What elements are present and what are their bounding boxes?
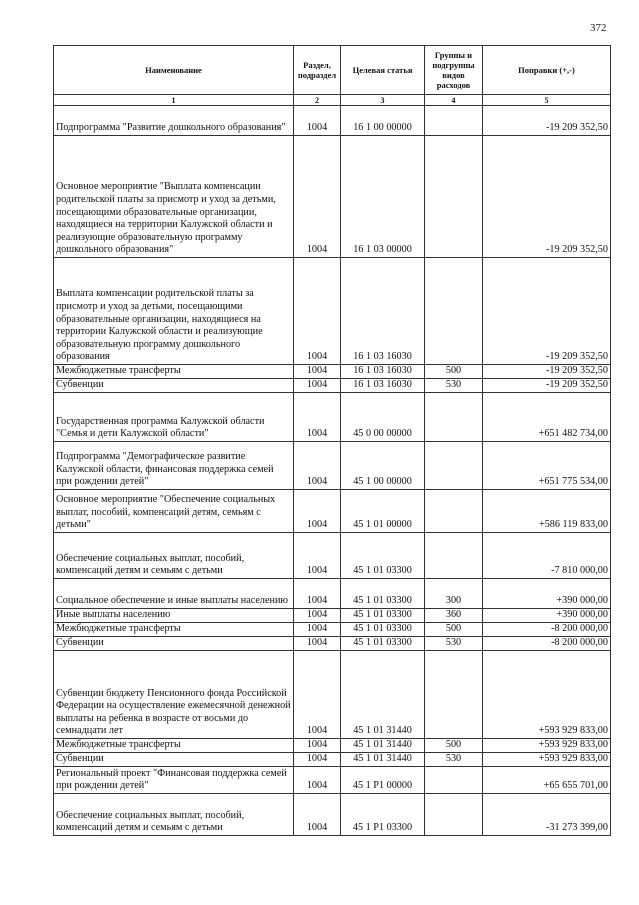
table-row [54, 533, 611, 579]
table-row [54, 767, 611, 794]
cell-target: 45 1 01 31440 [341, 651, 425, 739]
cell-amount: +390 000,00 [483, 609, 611, 623]
cell-section: 1004 [294, 136, 341, 258]
header-target: Целевая статья [341, 46, 425, 95]
budget-amendments-table [53, 45, 611, 836]
cell-amount: -7 810 000,00 [483, 533, 611, 579]
cell-amount: -31 273 399,00 [483, 794, 611, 836]
cell-name: Государственная программа Калужской области "Семья и дети Калужской области" [54, 393, 294, 442]
cell-section: 1004 [294, 442, 341, 490]
cell-group [425, 393, 483, 442]
cell-group [425, 106, 483, 136]
cell-section: 1004 [294, 106, 341, 136]
column-number: 3 [341, 95, 425, 106]
cell-target: 45 1 01 03300 [341, 637, 425, 651]
cell-name: Региональный проект "Финансовая поддержка семей при рождении детей" [54, 767, 294, 794]
table-row [54, 393, 611, 442]
cell-target: 45 1 01 03300 [341, 533, 425, 579]
cell-group: 500 [425, 365, 483, 379]
cell-name: Подпрограмма "Демографическое развитие Калужской области, финансовая поддержка семей при рождении детей" [54, 442, 294, 490]
table-body [54, 106, 611, 836]
column-number-row [54, 95, 611, 106]
cell-section: 1004 [294, 753, 341, 767]
cell-amount: -8 200 000,00 [483, 623, 611, 637]
cell-section: 1004 [294, 739, 341, 753]
cell-target: 45 1 01 31440 [341, 753, 425, 767]
cell-section: 1004 [294, 651, 341, 739]
cell-amount: -8 200 000,00 [483, 637, 611, 651]
cell-target: 16 1 00 00000 [341, 106, 425, 136]
table-row [54, 609, 611, 623]
table-row [54, 136, 611, 258]
cell-section: 1004 [294, 379, 341, 393]
header-section: Раздел, подраздел [294, 46, 341, 95]
cell-name: Основное мероприятие "Выплата компенсации родительской платы за присмотр и уход за детьми, посещающими образовательные организации, находящиеся на территории Калужской области и реализующие образовательную программу дошкольного образования" [54, 136, 294, 258]
cell-amount: +651 775 534,00 [483, 442, 611, 490]
cell-group [425, 136, 483, 258]
cell-group: 500 [425, 623, 483, 637]
table-row [54, 651, 611, 739]
cell-amount: +65 655 701,00 [483, 767, 611, 794]
cell-amount: +593 929 833,00 [483, 753, 611, 767]
cell-target: 45 1 01 31440 [341, 739, 425, 753]
cell-group: 500 [425, 739, 483, 753]
cell-amount: +593 929 833,00 [483, 739, 611, 753]
cell-amount: +651 482 734,00 [483, 393, 611, 442]
cell-name: Межбюджетные трансферты [54, 623, 294, 637]
table-row [54, 623, 611, 637]
cell-group: 530 [425, 753, 483, 767]
cell-group: 530 [425, 637, 483, 651]
cell-target: 45 1 P1 03300 [341, 794, 425, 836]
cell-target: 45 1 01 03300 [341, 623, 425, 637]
cell-group [425, 767, 483, 794]
cell-section: 1004 [294, 637, 341, 651]
cell-target: 45 1 01 00000 [341, 490, 425, 533]
cell-group [425, 442, 483, 490]
column-number: 1 [54, 95, 294, 106]
cell-name: Основное мероприятие "Обеспечение социальных выплат, пособий, компенсаций детям, семьям с детьми" [54, 490, 294, 533]
cell-section: 1004 [294, 609, 341, 623]
cell-section: 1004 [294, 767, 341, 794]
header-amendments: Поправки (+,-) [483, 46, 611, 95]
table-row [54, 490, 611, 533]
cell-target: 16 1 03 16030 [341, 258, 425, 365]
cell-section: 1004 [294, 579, 341, 609]
cell-name: Обеспечение социальных выплат, пособий, компенсаций детям и семьям с детьми [54, 533, 294, 579]
table-header-row [54, 46, 611, 95]
header-name: Наименование [54, 46, 294, 95]
cell-group: 530 [425, 379, 483, 393]
table-row [54, 753, 611, 767]
cell-target: 16 1 03 16030 [341, 379, 425, 393]
cell-group: 360 [425, 609, 483, 623]
cell-group: 300 [425, 579, 483, 609]
table-row [54, 794, 611, 836]
cell-target: 16 1 03 00000 [341, 136, 425, 258]
cell-group [425, 533, 483, 579]
cell-section: 1004 [294, 258, 341, 365]
cell-name: Социальное обеспечение и иные выплаты населению [54, 579, 294, 609]
cell-group [425, 490, 483, 533]
cell-group [425, 258, 483, 365]
cell-target: 45 1 01 03300 [341, 579, 425, 609]
cell-name: Субвенции [54, 637, 294, 651]
cell-target: 45 1 P1 00000 [341, 767, 425, 794]
cell-name: Обеспечение социальных выплат, пособий, компенсаций детям и семьям с детьми [54, 794, 294, 836]
cell-name: Подпрограмма "Развитие дошкольного образования" [54, 106, 294, 136]
cell-amount: -19 209 352,50 [483, 379, 611, 393]
cell-target: 45 0 00 00000 [341, 393, 425, 442]
table-row [54, 365, 611, 379]
cell-name: Субвенции [54, 379, 294, 393]
cell-section: 1004 [294, 393, 341, 442]
cell-amount: -19 209 352,50 [483, 365, 611, 379]
cell-amount: +593 929 833,00 [483, 651, 611, 739]
cell-name: Межбюджетные трансферты [54, 739, 294, 753]
cell-target: 45 1 01 03300 [341, 609, 425, 623]
column-number: 5 [483, 95, 611, 106]
cell-name: Субвенции [54, 753, 294, 767]
page-number: 372 [590, 22, 607, 34]
cell-amount: -19 209 352,50 [483, 258, 611, 365]
cell-target: 45 1 00 00000 [341, 442, 425, 490]
table-row [54, 106, 611, 136]
cell-section: 1004 [294, 533, 341, 579]
cell-amount: +390 000,00 [483, 579, 611, 609]
table-row [54, 442, 611, 490]
cell-group [425, 794, 483, 836]
table-row [54, 579, 611, 609]
table-row [54, 637, 611, 651]
cell-amount: +586 119 833,00 [483, 490, 611, 533]
header-groups: Группы и подгруппы видов расходов [425, 46, 483, 95]
cell-section: 1004 [294, 365, 341, 379]
cell-amount: -19 209 352,50 [483, 136, 611, 258]
cell-section: 1004 [294, 794, 341, 836]
table-row [54, 258, 611, 365]
cell-section: 1004 [294, 623, 341, 637]
cell-group [425, 651, 483, 739]
cell-name: Выплата компенсации родительской платы за присмотр и уход за детьми, посещающими образовательные организации, находящиеся на территории Калужской области и реализующие образовательную программу дошкольного образования [54, 258, 294, 365]
column-number: 2 [294, 95, 341, 106]
table-row [54, 379, 611, 393]
table-row [54, 739, 611, 753]
cell-target: 16 1 03 16030 [341, 365, 425, 379]
cell-section: 1004 [294, 490, 341, 533]
cell-name: Межбюджетные трансферты [54, 365, 294, 379]
cell-name: Иные выплаты населению [54, 609, 294, 623]
cell-name: Субвенции бюджету Пенсионного фонда Российской Федерации на осуществление ежемесячной денежной выплаты на ребенка в возрасте от восьми до семнадцати лет [54, 651, 294, 739]
column-number: 4 [425, 95, 483, 106]
cell-amount: -19 209 352,50 [483, 106, 611, 136]
